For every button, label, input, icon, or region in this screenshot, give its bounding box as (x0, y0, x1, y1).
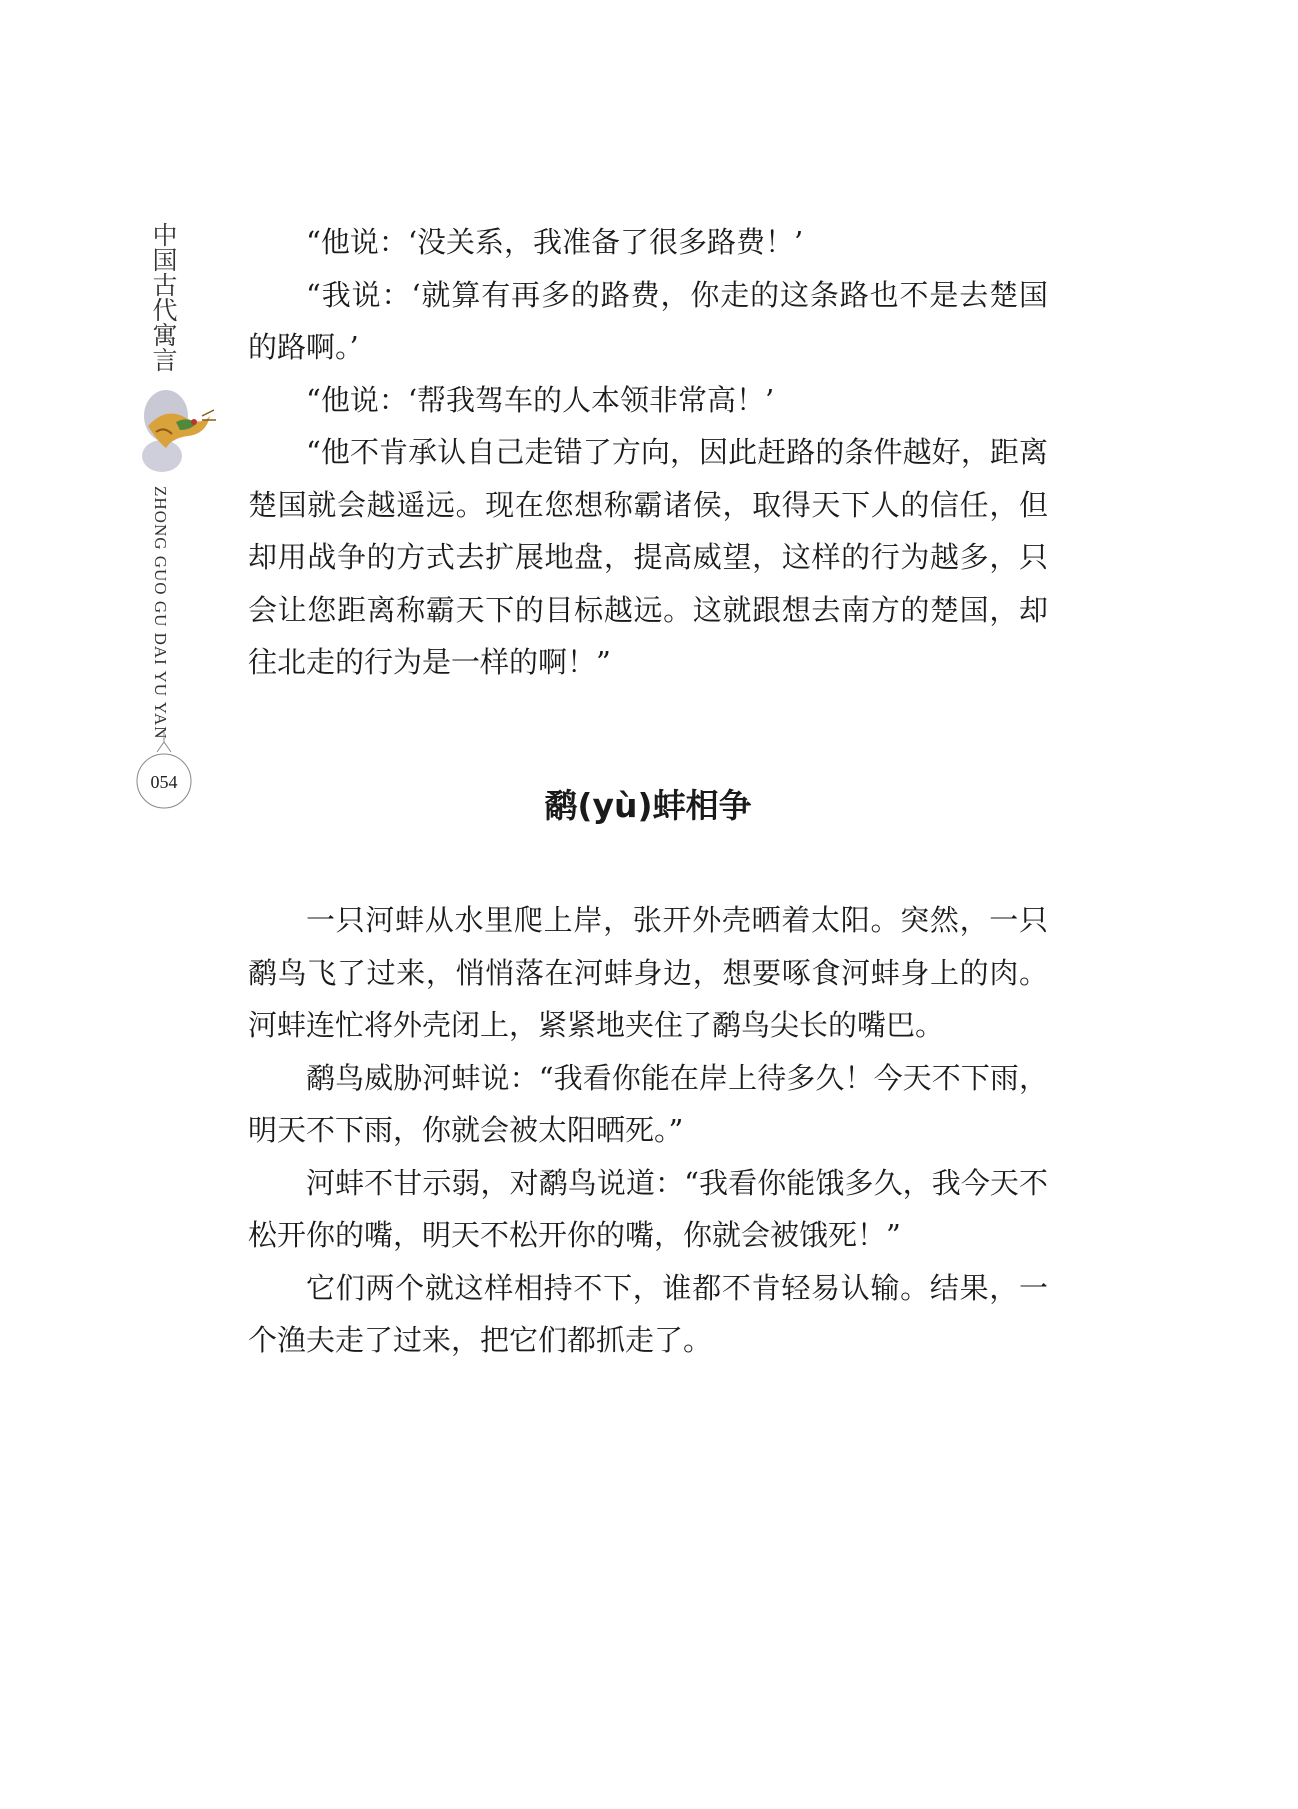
paragraph: “他不肯承认自己走错了方向，因此赶路的条件越好，距离楚国就会越遥远。现在您想称霸诸侯，取得天下人的信任，但却用战争的方式去扩展地盘，提高威望，这样的行为越多，只会让您距离称霸天下的目标越远。这就跟想去南方的楚国，却往北走的行为是一样的啊！” (248, 435, 1048, 679)
paragraph: 河蚌不甘示弱，对鹬鸟说道：“我看你能饿多久，我今天不松开你的嘴，明天不松开你的嘴，你就会被饿死！” (248, 1165, 1048, 1252)
page-number: 054 (150, 772, 178, 792)
story-body (248, 894, 1048, 1367)
paragraph: “他说：‘没关系，我准备了很多路费！’ (306, 225, 804, 259)
book-title-vertical: 中国古代寓言 (149, 222, 178, 372)
paragraph: 它们两个就这样相持不下，谁都不肯轻易认输。结果，一个渔夫走了过来，把它们都抓走了。 (248, 1270, 1048, 1357)
pinyin-title-vertical: ZHONG GUO GU DAI YU YAN (151, 486, 170, 740)
paragraph: “他说：‘帮我驾车的人本领非常高！’ (306, 382, 775, 417)
dragon-emblem-icon (136, 386, 218, 478)
paragraph: “我说：‘就算有再多的路费，你走的这条路也不是去楚国的路啊。’ (248, 277, 1048, 364)
story-title: 鹬(yù)蚌相争 (544, 786, 752, 825)
paragraph: 鹬鸟威胁河蚌说：“我看你能在岸上待多久！今天不下雨，明天不下雨，你就会被太阳晒死。” (248, 1060, 1048, 1147)
paragraph: 一只河蚌从水里爬上岸，张开外壳晒着太阳。突然，一只鹬鸟飞了过来，悄悄落在河蚌身边，想要啄食河蚌身上的肉。河蚌连忙将外壳闭上，紧紧地夹住了鹬鸟尖长的嘴巴。 (248, 903, 1048, 1042)
previous-story-ending (248, 216, 1048, 689)
